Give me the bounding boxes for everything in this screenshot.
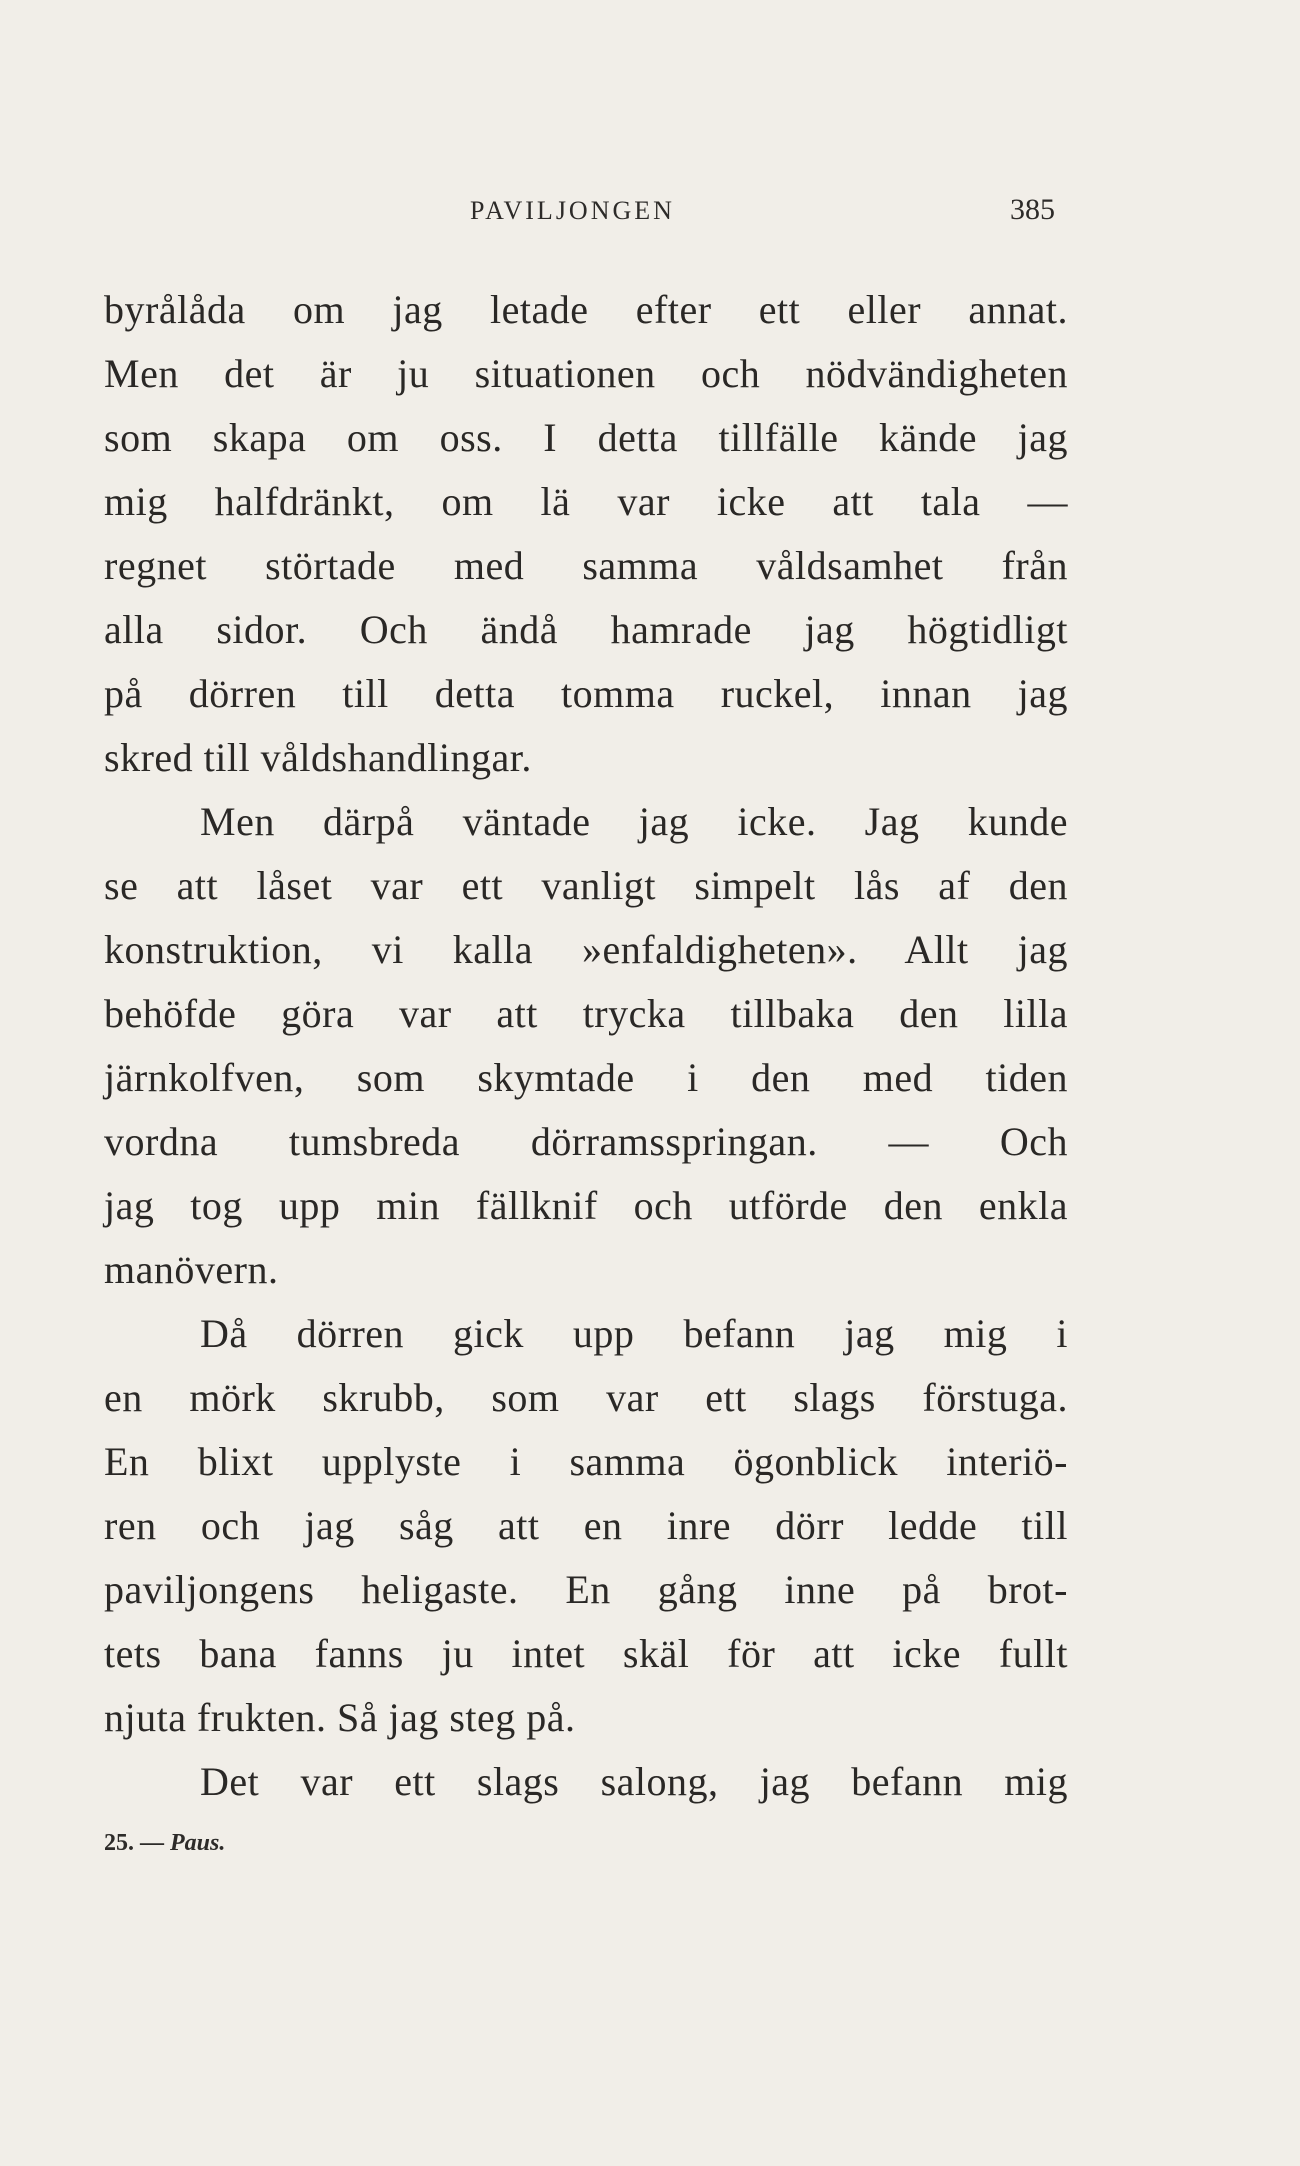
printer-signature bbox=[104, 1830, 225, 1857]
text-line: En blixt upplyste i samma ögonblick interiö- bbox=[104, 1439, 1068, 1484]
text-line: jag tog upp min fällknif och utförde den enkla bbox=[104, 1183, 1068, 1228]
text-line: mig halfdränkt, om lä var icke att tala — bbox=[104, 479, 1068, 524]
body-text bbox=[104, 278, 1068, 1814]
text-line: som skapa om oss. I detta tillfälle kände jag bbox=[104, 415, 1068, 460]
text-line: njuta frukten. Så jag steg på. bbox=[104, 1695, 576, 1740]
text-line: skred till våldshandlingar. bbox=[104, 735, 532, 780]
signature-dash: — bbox=[140, 1830, 164, 1856]
paragraph-first-line: Då dörren gick upp befann jag mig i bbox=[200, 1311, 1068, 1356]
text-line: regnet störtade med samma våldsamhet från bbox=[104, 543, 1068, 588]
signature-name: Paus. bbox=[170, 1830, 226, 1856]
text-line: se att låset var ett vanligt simpelt lås af den bbox=[104, 863, 1068, 908]
running-head: PAVILJONGEN bbox=[470, 196, 675, 225]
paragraph-first-line: Det var ett slags salong, jag befann mig bbox=[200, 1759, 1068, 1804]
text-line: paviljongens heligaste. En gång inne på brot- bbox=[104, 1567, 1068, 1612]
text-line: byrålåda om jag letade efter ett eller annat. bbox=[104, 287, 1068, 332]
text-line: konstruktion, vi kalla »enfaldigheten». Allt jag bbox=[104, 927, 1068, 972]
text-line: vordna tumsbreda dörramsspringan. — Och bbox=[104, 1119, 1068, 1164]
text-line: ren och jag såg att en inre dörr ledde till bbox=[104, 1503, 1068, 1548]
paragraph-first-line: Men därpå väntade jag icke. Jag kunde bbox=[200, 799, 1068, 844]
text-line: järnkolfven, som skymtade i den med tiden bbox=[104, 1055, 1068, 1100]
text-line: en mörk skrubb, som var ett slags förstuga. bbox=[104, 1375, 1068, 1420]
text-line: Men det är ju situationen och nödvändigheten bbox=[104, 351, 1068, 396]
page-number: 385 bbox=[1010, 193, 1055, 226]
signature-number: 25. bbox=[104, 1830, 134, 1856]
text-line: på dörren till detta tomma ruckel, innan jag bbox=[104, 671, 1068, 716]
text-line: alla sidor. Och ändå hamrade jag högtidligt bbox=[104, 607, 1068, 652]
text-line: manövern. bbox=[104, 1247, 279, 1292]
text-line: tets bana fanns ju intet skäl för att icke fullt bbox=[104, 1631, 1068, 1676]
text-line: behöfde göra var att trycka tillbaka den lilla bbox=[104, 991, 1068, 1036]
